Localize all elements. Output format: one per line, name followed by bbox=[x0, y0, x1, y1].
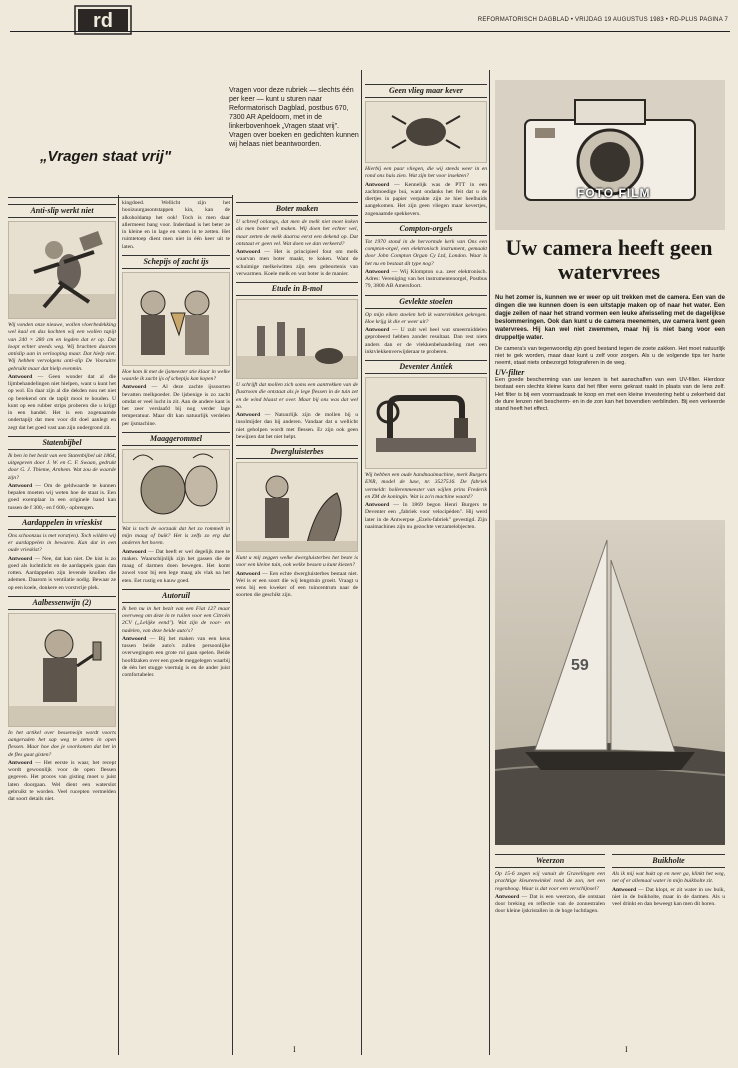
column-rule bbox=[118, 195, 119, 1055]
answer-label: Antwoord bbox=[365, 268, 390, 275]
heading-anti-slip: Anti-slip werkt niet bbox=[8, 204, 116, 218]
header-right: REFORMATORISCH DAGBLAD • VRIJDAG 19 AUGUSTUS 1983 • RD-PLUS PAGINA 7 bbox=[477, 17, 728, 23]
heading-vlieg-kever: Geen vlieg maar kever bbox=[365, 84, 487, 98]
camera-article-title: Uw camera heeft geen watervrees bbox=[505, 235, 713, 284]
question: Kunt u mij zeggen welke dwergluisterbes het beste is voor een kleine tuin, ook welke bessen u kunt kiezen? bbox=[236, 555, 358, 569]
illustration-stomach bbox=[122, 449, 230, 523]
column-rule bbox=[489, 70, 490, 1055]
column-4 bbox=[365, 80, 487, 1055]
answer-label: Antwoord bbox=[122, 548, 147, 555]
answer-label: Antwoord bbox=[365, 327, 390, 333]
question: Hierbij een paar vliegen, die wij steeds weer in en rond ons huis zien. Wat zijn het voor insekten? bbox=[365, 166, 487, 180]
beetle-drawing bbox=[366, 102, 486, 162]
heading-autoruil: Autoruil bbox=[122, 589, 230, 603]
question: Wij vonden onze nieuwe, wollen vloerbedekking wel kaal en das kochten wij een wollen tapijt van 240 × 280 cm en legden dat er op. Dat loopt echter steeds weg. Wij brachten daarom antislip aan in verlooping maar. Dat hielp niet. Wij hebben vervolgens anti-slip De Vooruitre gebruikt maar dat hielp evenmin. bbox=[8, 322, 116, 372]
answer-label: Antwoord bbox=[8, 759, 33, 766]
answer-label: Antwoord bbox=[365, 181, 390, 188]
question: Ons schoonzus is met vorst(en). Toch wilden wij er aardappelen in bewaren. Kan dat in een oude vrieskist? bbox=[8, 532, 116, 554]
answer-label: Antwoord bbox=[8, 482, 33, 489]
buikholte-column bbox=[612, 850, 725, 1055]
answer: — Dat klopt, er zit water in uw buik, niet in de buikholte, maar in de darmen. Als u veel drinkt en dan beweegt kan men dit horen. bbox=[612, 886, 725, 907]
foto-film-label: FOTO FILM bbox=[577, 186, 651, 200]
illustration-slipping-man bbox=[8, 221, 116, 319]
intro-box bbox=[229, 86, 359, 149]
answer: — Het is principieel fout om melk waarvan men boter maakt, te koken. Want de schuimige melkeiwitten zijn een gebeurtenis van verwarmen. Koele melk en wat boter is de manier. bbox=[236, 249, 358, 277]
continued-text: kingdoed. Wellicht zijn het hooizuurgasontstappen kin, kan de alkoholdamp het ook! Toch is men daar allermeest bang voor. Inderdaad is het beter ze in kleine en in lage en vaten in te zetten. Het ruimtetoep dient men niet in één keer uit te laten. bbox=[122, 200, 230, 250]
answer: — Natuurlijk zijn de mollen bij u insolmijder dan bij anderen. Vandaar dat u wellicht niet geholpen wordt met flessen. Er zijn ook geen bewijzen dat het niet helpt. bbox=[236, 412, 358, 440]
illustration-beetle bbox=[365, 101, 487, 163]
answer: — Het eerste is waar, het recept wordt gewoonlijk voor de open flessen gegeven. Het proces van gisting moet u juist laten doorgaan. Wel dient een waterslot gebruikt te worden. Veel rucepten vermelden dat soort details niet. bbox=[8, 759, 116, 802]
question: Als ik mij wat bukt op en neer ga, klinkt het weg, net of er allemaal water in mijn buikholte zit. bbox=[612, 871, 725, 885]
heading-etude: Etude in B-mol bbox=[236, 282, 358, 296]
question: Wat is toch de oorzaak dat het zo rommelt in mijn maag of buik? Het is zelfs zo erg dat anderen het horen. bbox=[122, 525, 230, 547]
intro-text: Vragen voor deze rubriek — slechts één per keer — kunt u sturen naar Reformatorisch Dagblad, postbus 670, 7300 AR Apeldoorn, met in de linkerbovenhoek „Vragen staat vrij". Vragen over boeken en gedichten kunnen wij helaas niet beantwoorden. bbox=[229, 87, 359, 148]
camera-article-lead: Nu het zomer is, kunnen we er weer op uit trekken met de camera. Een van de dingen die we kunnen doen is een uitstapje maken op of naar het water. Een dagje zeilen of naar het strand vormen een leuke afwisseling met de dagelijkse beslommeringen. Ook dan kunt u de camera meenemen, uw camera kent geen watervrees. Hij kan wel niet zwemmen, maar hij is niet bang voor een druppeltje water. bbox=[495, 294, 725, 341]
heading-schepijs: Schepijs of zacht ijs bbox=[122, 255, 230, 269]
illustration-sewing-machine bbox=[365, 377, 487, 469]
heading-deventer-antiek: Deventer Antiek bbox=[365, 360, 487, 374]
illustration-gardener bbox=[236, 462, 358, 552]
answer: — Geen wonder dat al die lijmbehandelingen niet hielpen, want u kunt het op wol. En daar zijn al die dekden nou net niet op berekend om de tapijt mooi te houden. U kunt op een rubber strips proberen die u krijgt in een handel. Het is een zogenaamde ondertapijt dat men voor dit doel aanlegt en zegt dat het goed vast aan zijn ondergrond zit. bbox=[8, 373, 116, 431]
answer: — Een echte dwergluisterbes bestaat niet. Wel is er een soort die wij lengstuin groeit. Vraagt u eens bij een kweker of een tuincentrum naar de soorten die geschikt zijn. bbox=[236, 570, 358, 599]
column-3 bbox=[236, 198, 358, 1055]
answer: — Om de geldwaarde te kunnen bepalen moeten wij weten hoe de staat is. Een goed exemplaar in een originele band kan tussen de f 300,- en f 600,- opbrengen. bbox=[8, 482, 116, 511]
body-paragraph: Een goede bescherming van uw lenzen is het aanschaffen van een UV-filter. Hierdoor bestaat een slechts kleine kans dat het filter eens gekrast raakt in plaats van de lens zelf. Het filter is bij een voorraadzaak te koop en met een kleine investering hebt u zekerheid dat de dure lenzen niet bescherm- en in de zon kan het bovendien verblinden. Bij een verkeerde stand heeft het effect. bbox=[495, 377, 725, 412]
weerzon-column bbox=[495, 850, 605, 1055]
question: In het artikel over bessenwijn wordt voorts aangeraden het sap weg te zetten in open flessen. Maar hoe doe je voorkomen dat het in de fles gaat gisten? bbox=[8, 729, 116, 758]
column-2 bbox=[122, 200, 230, 1055]
answer-label: Antwoord bbox=[122, 384, 147, 391]
answer: — Dat is een weerzon, die ontstaat door breking en reflectie van de zonnestralen door kleine ijskristallen in de hoge luchtlagen. bbox=[495, 893, 605, 915]
body-paragraph: De camera's van tegenwoordig zijn goed bestand tegen de zoete zakken. Het moet natuurlijk niet te gek worden, maar daar kunt u zelf voor zorgen. Als u de volgende tips ter harte neemt, staat niets onbezorgd fotograferen in de weg. bbox=[495, 346, 725, 367]
answer: — Wij Klompton o.a. zeer elektronisch. Adres: Vereniging van het instrumentenorgel, Postbus 79, 3800 AB Amersfoort. bbox=[365, 268, 487, 290]
answer-label: Antwoord bbox=[8, 373, 33, 380]
heading-buikholte: Buikholte bbox=[612, 854, 725, 868]
mole-bottles-drawing bbox=[237, 300, 357, 378]
question: Wij hebben een oude handnaaimachine, merk Burgers ENR, model de luxe, nr. 3527516. De fabriek vermeldt: hollerenmeester van wijlen prins Frederik en ZM de koningin. Wat is zo'n machine waard? bbox=[365, 472, 487, 500]
stomach-drawing bbox=[123, 450, 229, 522]
heading-gevlekte-stoelen: Gevlekte stoelen bbox=[365, 295, 487, 309]
answer: — Al deze zachte ijssoorten bevatten melkpoeder. De ijsbenige is zo zacht omdat er veel lucht in zit. Aan de andere kant is het zeer verslaafd bij nog verder lage temperatuur. Maar dit kan natuurlijk verdelen per ijsmachine. bbox=[122, 384, 230, 427]
header-rule bbox=[10, 31, 730, 32]
question: Tot 1970 stond in de hervormde kerk van Ons een compton-orgel, een elektronisch instrument, gemaakt door John Compton Organ Cy Ltd, London. Waar is het nu en bestaat dit type nog? bbox=[365, 238, 487, 267]
answer: — Kennelijk was de PTT in een zachtmoedige bui, want ondanks het feit dat u de diertjes in papier verpakte zijn ze hier heelhuids aangekomen. Het zijn geen vliegen maar kevertjes, zogenaamde spekkevers. bbox=[365, 181, 487, 217]
answer-label: Antwoord bbox=[236, 412, 261, 418]
page-mark-left: I bbox=[293, 1045, 296, 1054]
heading-statenbijbel: Statenbijbel bbox=[8, 436, 116, 450]
answer: — Bij het maken van een keus tussen beide auto's zullen persoonlijke overwegingen een grote rol gaan spelen. Beide hoofdzaken over een goede meggelegen waarbij de één het stugge voertuig is en de ander juist comfortabeler. bbox=[122, 635, 230, 678]
camera-photo bbox=[495, 80, 725, 230]
heading-dwergluisterbes: Dwergluisterbes bbox=[236, 445, 358, 459]
heading-aalbessenwijn: Aalbessenwijn (2) bbox=[8, 596, 116, 610]
sailing-photo bbox=[495, 520, 725, 845]
illustration-mole-bottles bbox=[236, 299, 358, 379]
answer-label: Antwoord bbox=[236, 249, 261, 255]
illustration-icecream bbox=[122, 272, 230, 366]
wine-drinker-drawing bbox=[9, 614, 115, 726]
question: U schrijft dat mollen zich soms een aantrekken van de flustroom die ontstaat als je lege flessen in de tuin zet en de wind blaast er over. Maar bij ons was dat wel zo. bbox=[236, 382, 358, 410]
svg-text:59: 59 bbox=[571, 657, 589, 674]
page-mark-right: I bbox=[625, 1045, 628, 1054]
answer: — Nee, dat kan niet. De kist is zo goed als luchtdicht en de aardappels gaan dan rotten. Aardappelen zijn levende knollen die ademen. Daarom is ventilatie nodig. Bewaar ze op een koele, donkere en vorstvrije plek. bbox=[8, 555, 116, 591]
page-title: „Vragen staat vrij" bbox=[40, 148, 172, 165]
answer: — U zult wel heel wat smeermiddelen geprobeerd hebben zonder resultaat. Dan rest niets anders dan er de vlekkenbehandeling met een inktvlekkenverwijderaar te proberen. bbox=[365, 327, 487, 355]
sewing-machine-drawing bbox=[366, 378, 486, 468]
heading-compton: Compton-orgels bbox=[365, 222, 487, 236]
column-rule bbox=[361, 70, 362, 1055]
answer-label: Antwoord bbox=[612, 886, 637, 893]
camera-article-body bbox=[495, 346, 725, 415]
heading-aardappelen: Aardappelen in vrieskist bbox=[8, 516, 116, 530]
heading-boter-maken: Boter maken bbox=[236, 202, 358, 216]
answer-label: Antwoord bbox=[495, 893, 520, 900]
heading-weerzon: Weerzon bbox=[495, 854, 605, 868]
question: Ik ben nu in het bezit van een Fiat 127 maar overweeg om deze in te ruilen voor een Citroën 2CV („Lelijke eend"). Wat zijn de voor- en nadelen, van deze beide auto's? bbox=[122, 605, 230, 634]
column-1 bbox=[8, 200, 116, 1055]
column-rule bbox=[232, 195, 233, 1055]
answer-label: Antwoord bbox=[122, 635, 147, 642]
icecream-drawing bbox=[123, 273, 229, 365]
answer: — In 1869 begon Henri Burgers te Deventer een „fabriek voor velocipèden". Hij werd later in de Antwerpse „Ezels-fabriek" gevestigd. Zijn naaimachines zijn nu gezochte verzamelobjecten. bbox=[365, 502, 487, 530]
question: Op 15-6 zegen wij vanuit de Gravelingen een prachtige kleurenwinkel rond de zon, net een regenboog. Waar is dat voor een verschijnsel? bbox=[495, 871, 605, 892]
answer: — Dat heeft er wel degelijk mee te maken. Waarschijnlijk zijn het gassen die de maag of darmen doen bewegen. Het komt zowel voor bij een lege maag als vlak na het eten. Eet rustig en kauw goed. bbox=[122, 548, 230, 584]
answer-label: Antwoord bbox=[8, 555, 33, 562]
question: U schreef onlangs, dat men de melk niet moet koken als men boter wil maken. Wij doen het echter wel, maar zetten de melk daarna eerst een dekend op. Dat ontstaat er geen vel. Wat doen we dan verkeerd? bbox=[236, 219, 358, 247]
gardener-drawing bbox=[237, 463, 357, 551]
heading-maaggerommel: Maaggerommel bbox=[122, 432, 230, 446]
question: Hoe kom ik met de ijsmeester stie klaar in welke waarde ik zacht ijs of schepijs kan kopen? bbox=[122, 368, 230, 382]
section-rule bbox=[8, 197, 232, 198]
question: Ik ben in het bezit van een Statenbijbel uit 1864, uitgegeven door J. W. en C. F. Swaan, gedrukt door G. J. Thieme, Arnhem. Wat zou de waarde zijn? bbox=[8, 452, 116, 481]
question: Op mijn eiken stoelen heb ik watervlekken gekregen. Hoe krijg ik die er weer uit? bbox=[365, 311, 487, 325]
answer-label: Antwoord bbox=[365, 502, 390, 508]
answer-label: Antwoord bbox=[236, 570, 261, 577]
slipping-man-drawing bbox=[9, 222, 115, 318]
uv-filter-subhead: UV-filter bbox=[495, 368, 525, 378]
logo-text: rd bbox=[93, 10, 113, 32]
illustration-wine-drinker bbox=[8, 613, 116, 727]
